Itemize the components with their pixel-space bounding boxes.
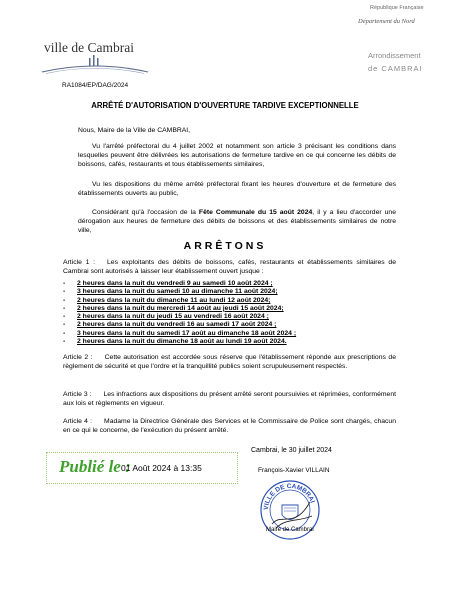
signer-role: Maire de Cambrai <box>266 527 314 533</box>
list-item: - 2 heures dans la nuit du dimanche 18 août au lundi 19 août 2024. <box>63 338 296 346</box>
article-2-label: Article 2 : <box>63 354 93 361</box>
arrondissement-label: Arrondissement <box>368 51 421 60</box>
list-item: - 2 heures dans la nuit du jeudi 15 au vendredi 16 août 2024 ; <box>63 313 296 321</box>
arrondissement-name: de CAMBRAI <box>368 64 423 73</box>
signer-name: François-Xavier VILLAIN <box>258 467 330 474</box>
publication-stamp <box>46 452 238 484</box>
arretons-heading: ARRÊTONS <box>183 240 267 252</box>
publication-date: 01 Août 2024 à 13:35 <box>121 463 202 473</box>
event-name: Fête Communale du 15 août 2024 <box>198 209 313 216</box>
list-item: - 2 heures dans la nuit du dimanche 11 au lundi 12 août 2024; <box>63 297 296 305</box>
article-3: Article 3 : Les infractions aux dispositions du présent arrêté seront poursuivies et réprimées, conformément aux lois et règlements en vigueur. <box>63 391 396 408</box>
document-title: ARRÊTÉ D'AUTORISATION D'OUVERTURE TARDIVE EXCEPTIONNELLE <box>91 101 359 110</box>
article-4: Article 4 : Madame la Directrice Générale des Services et le Commissaire de Police sont chargés, chacun en ce qui le concerne, de l'exécution du présent arrêté. <box>63 418 396 435</box>
signature-place-date: Cambrai, le 30 juillet 2024 <box>251 447 332 454</box>
seal-text: VILLE DE CAMBRAI <box>262 482 316 511</box>
republic-label: République Française <box>370 5 424 11</box>
hours-list <box>63 280 296 346</box>
preamble-considerant: Considérant qu'à l'occasion de la Fête Communale du 15 août 2024, il y a lieu d'accorder une dérogation aux heures de fermeture des débits de boissons et des établissements similaires de notre ville, <box>78 209 396 235</box>
list-item: - 3 heures dans la nuit du samedi 17 août au dimanche 18 août 2024 ; <box>63 330 296 338</box>
list-item: - 2 heures dans la nuit du vendredi 9 au samedi 10 août 2024 ; <box>63 280 296 288</box>
city-logo <box>40 40 150 74</box>
preamble-vu-1: Vu l'arrêté préfectoral du 4 juillet 2002 et notamment son article 3 précisant les conditions dans lesquelles peuvent être délivrées les autorisations de fermeture tardive en ce qui concerne les débits de boissons, cafés, restaurants et tous établissements similaires, <box>78 143 396 169</box>
publication-label: Publié le : <box>59 457 131 476</box>
department-label: Département du Nord <box>358 18 415 25</box>
list-item: - 2 heures dans la nuit du mercredi 14 août au jeudi 15 août 2024; <box>63 305 296 313</box>
preamble-vu-2: Vu les dispositions du même arrêté préfectoral fixant les heures d'ouverture et de fermeture des établissements ouverts au public, <box>78 181 396 198</box>
reference-number: RA1084/EP/DAG/2024 <box>62 82 129 89</box>
article-2: Article 2 : Cette autorisation est accordée sous réserve que l'établissement réponde aux prescriptions de règlement de sécurité et que l'ordre et la tranquillité publics soient scrupuleusement respectés. <box>63 354 396 371</box>
article-3-label: Article 3 : <box>63 391 92 398</box>
logo-text: ville de Cambrai <box>44 40 134 55</box>
article-4-label: Article 4 : <box>63 418 93 425</box>
article-1-label: Article 1 : <box>63 259 96 266</box>
logo-skyline-icon <box>40 52 150 74</box>
list-item: - 2 heures dans la nuit du vendredi 16 au samedi 17 août 2024 ; <box>63 321 296 329</box>
preamble-mayor: Nous, Maire de la Ville de CAMBRAI, <box>78 127 191 134</box>
list-item: - 3 heures dans la nuit du samedi 10 au dimanche 11 août 2024; <box>63 288 296 296</box>
article-1: Article 1 : Les exploitants des débits de boissons, cafés, restaurants et établissements similaires de Cambrai sont autorisés à laisser leur établissement ouvert jusque : <box>63 259 396 276</box>
